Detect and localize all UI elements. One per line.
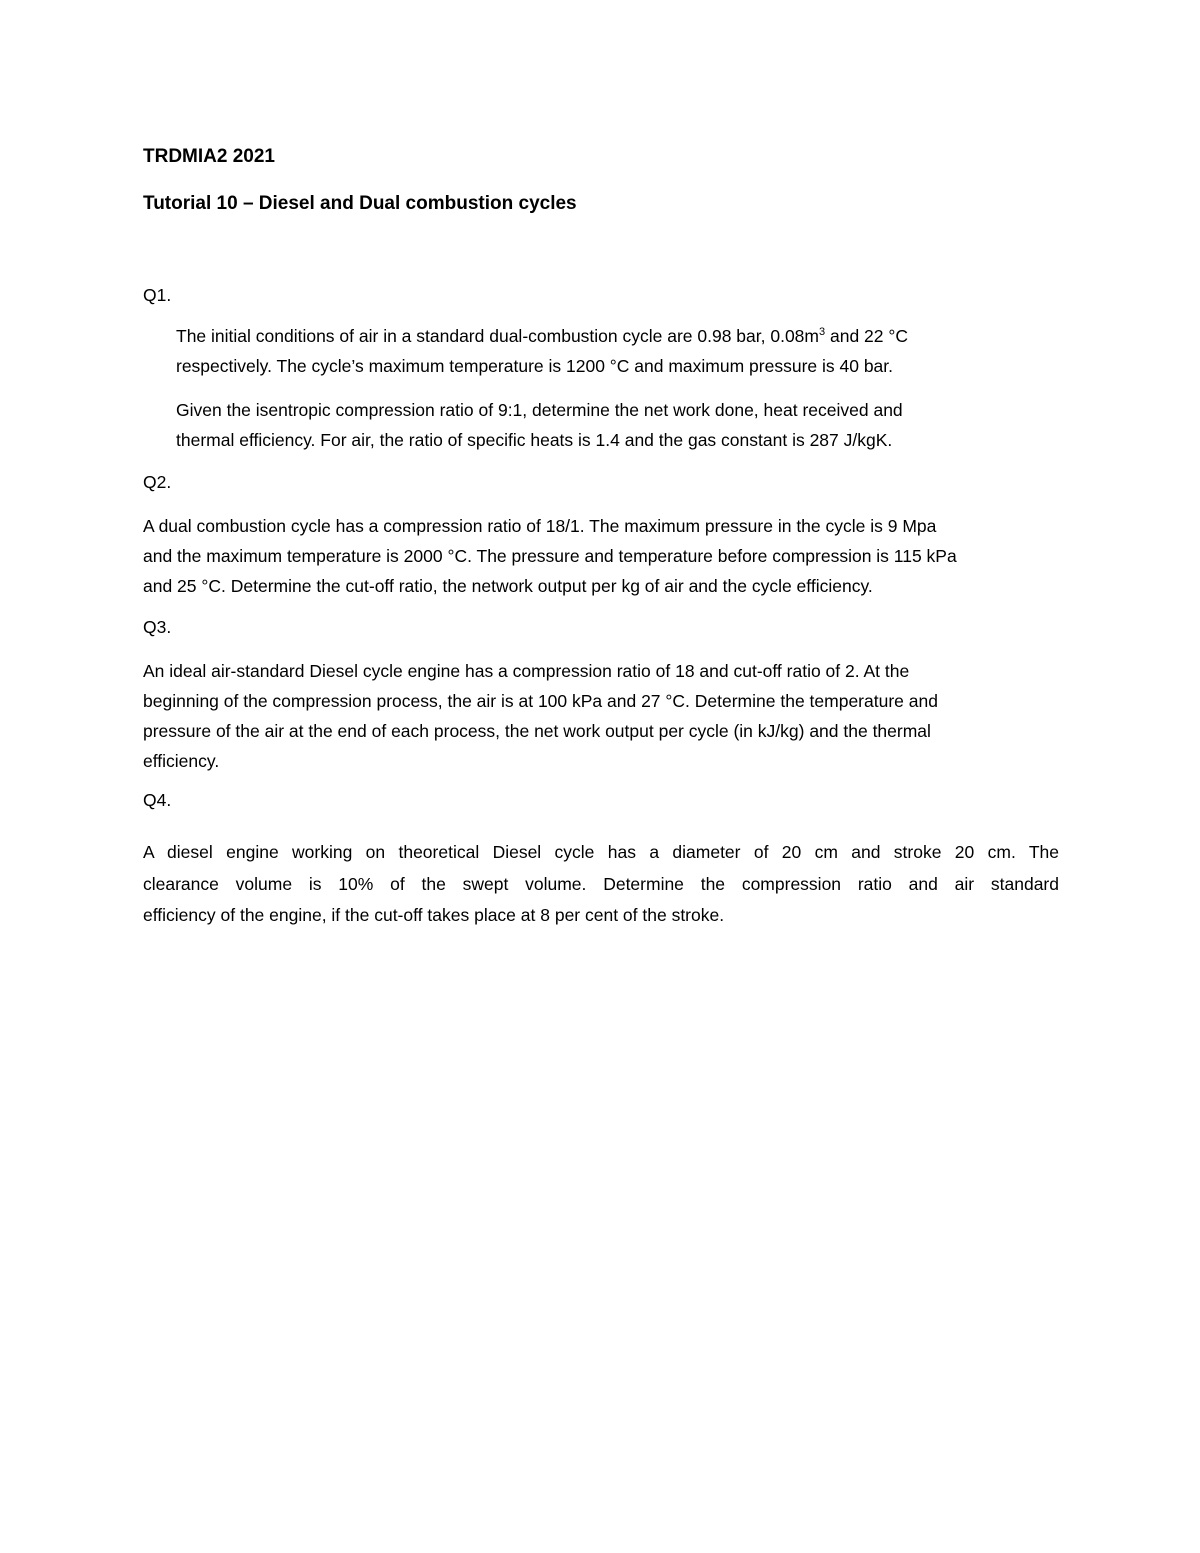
question-4-line-3: efficiency of the engine, if the cut-off takes place at 8 per cent of the stroke. (143, 905, 725, 925)
question-2-paragraph (143, 511, 1073, 601)
question-3-line-1: An ideal air-standard Diesel cycle engine has a compression ratio of 18 and cut-off ratio of 2. At the (143, 661, 910, 681)
question-3-line-3: pressure of the air at the end of each process, the net work output per cycle (in kJ/kg) and the thermal (143, 721, 931, 741)
question-3-line-4: efficiency. (143, 751, 220, 771)
question-3-label: Q3. (143, 617, 172, 637)
question-1-paragraph-1 (176, 321, 1056, 381)
tutorial-title: Tutorial 10 – Diesel and Dual combustion cycles (143, 193, 577, 214)
question-1-label: Q1. (143, 285, 172, 305)
course-title: TRDMIA2 2021 (143, 146, 275, 167)
question-1-line-2: respectively. The cycle’s maximum temperature is 1200 °C and maximum pressure is 40 bar. (176, 356, 894, 376)
question-2-label: Q2. (143, 472, 172, 492)
question-2-line-1: A dual combustion cycle has a compression ratio of 18/1. The maximum pressure in the cycle is 9 Mpa (143, 516, 937, 536)
cubic-superscript: 3 (819, 326, 826, 338)
question-1-line-1-text: The initial conditions of air in a standard dual-combustion cycle are 0.98 bar, 0.08m (176, 326, 819, 346)
question-4-line-2: clearance volume is 10% of the swept volume. Determine the compression ratio and air standard (143, 873, 1059, 894)
question-2-line-2: and the maximum temperature is 2000 °C. The pressure and temperature before compression is 115 kPa (143, 546, 957, 566)
question-1-paragraph-2 (176, 395, 1056, 455)
question-1-line-1 (176, 321, 1056, 351)
question-1-line-3: Given the isentropic compression ratio of 9:1, determine the net work done, heat received and (176, 400, 903, 420)
question-4-paragraph (143, 837, 1059, 932)
question-3-line-2: beginning of the compression process, the air is at 100 kPa and 27 °C. Determine the temperature and (143, 691, 938, 711)
question-4-line-1: A diesel engine working on theoretical Diesel cycle has a diameter of 20 cm and stroke 20 cm. The (143, 842, 1059, 862)
question-4-label: Q4. (143, 790, 172, 810)
question-1-line-1-tail: and 22 °C (825, 326, 909, 346)
question-2-line-3: and 25 °C. Determine the cut-off ratio, the network output per kg of air and the cycle efficiency. (143, 576, 873, 596)
question-1-line-4: thermal efficiency. For air, the ratio of specific heats is 1.4 and the gas constant is 287 J/kgK. (176, 430, 893, 450)
question-3-paragraph (143, 656, 1073, 776)
